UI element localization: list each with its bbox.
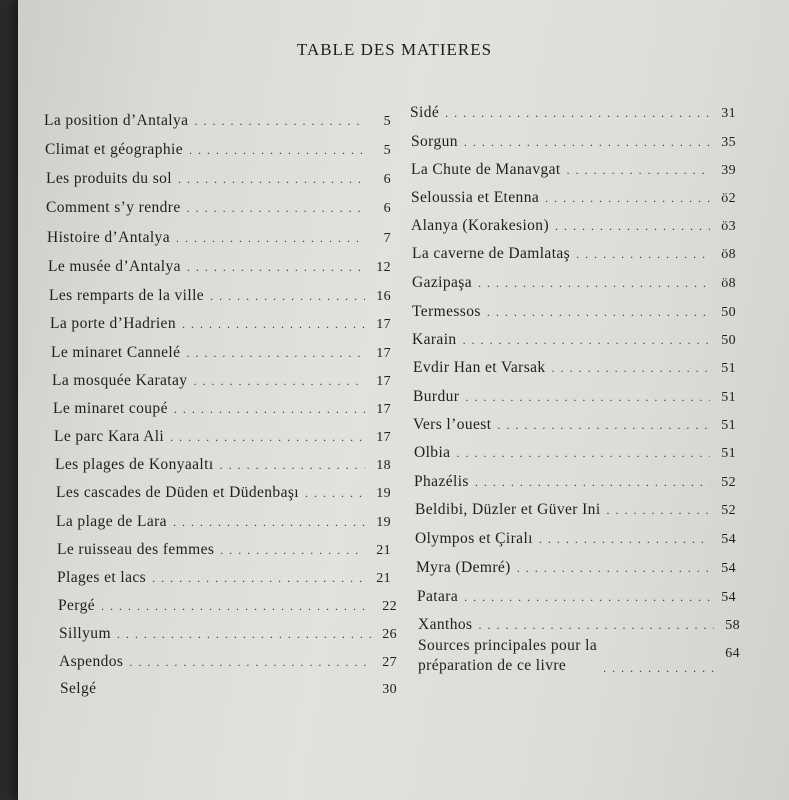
toc-entry-page: 19 <box>376 515 391 530</box>
toc-entry-title: Olbia <box>414 444 451 461</box>
toc-entry <box>411 133 736 151</box>
toc-entry-title: Les plages de Konyaaltı <box>55 456 214 473</box>
toc-entry-page: 64 <box>725 646 740 661</box>
toc-entry-page: 39 <box>721 163 736 178</box>
toc-entry <box>415 501 736 519</box>
toc-entry-page: 31 <box>721 106 736 121</box>
toc-leader-dots <box>129 655 371 670</box>
toc-leader-dots <box>176 231 365 246</box>
toc-entry-title: La plage de Lara <box>56 513 167 530</box>
toc-leader-dots <box>576 247 710 262</box>
toc-entry-page: 5 <box>383 143 391 158</box>
toc-entry <box>410 104 736 122</box>
toc-entry-title: Climat et géographie <box>45 141 183 158</box>
toc-leader-dots <box>186 346 365 361</box>
toc-entry-title: Xanthos <box>418 616 473 633</box>
toc-entry-title-line: préparation de ce livre <box>418 657 567 674</box>
toc-leader-dots <box>497 418 710 433</box>
toc-entry-title: Alanya (Korakesion) <box>411 217 550 234</box>
toc-entry-title: Patara <box>417 588 459 605</box>
toc-entry-title: Les produits du sol <box>46 170 172 187</box>
toc-leader-dots <box>189 143 365 158</box>
toc-entry-page: 21 <box>376 571 391 586</box>
toc-entry-page: 51 <box>721 446 736 461</box>
toc-entry-title: Les cascades de Düden et Düdenbaşı <box>56 484 299 501</box>
toc-entry <box>59 653 397 671</box>
toc-leader-dots <box>465 390 710 405</box>
toc-entry-page: 19 <box>376 486 391 501</box>
toc-entry-page: 16 <box>376 289 391 304</box>
toc-entry-page: 52 <box>721 475 736 490</box>
toc-entry <box>52 372 391 390</box>
toc-entry <box>414 473 736 491</box>
toc-leader-dots <box>220 543 365 558</box>
toc-leader-dots <box>567 163 710 178</box>
toc-entry <box>415 530 736 548</box>
toc-entry-title: Gazipaşa <box>412 274 473 291</box>
toc-entry-title: Comment s’y rendre <box>46 199 181 216</box>
toc-entry-title: Le parc Kara Ali <box>54 428 165 445</box>
toc-entry-title: Histoire d’Antalya <box>47 229 170 246</box>
toc-leader-dots <box>478 618 714 633</box>
toc-leader-dots <box>607 503 710 518</box>
toc-entry-title: Evdir Han et Varsak <box>413 359 546 376</box>
toc-leader-dots <box>555 219 710 234</box>
toc-entry-title: Sorgun <box>411 133 458 150</box>
toc-entry-title: Vers l’ouest <box>413 416 492 433</box>
toc-entry <box>411 189 736 207</box>
toc-entry-title: Phazélis <box>414 473 469 490</box>
toc-entry <box>418 616 740 634</box>
toc-entry-title: Pergé <box>58 597 96 614</box>
toc-entry-title: Sidé <box>410 104 440 121</box>
toc-entry-page: 17 <box>376 317 391 332</box>
toc-entry-title: Seloussia et Etenna <box>411 189 540 206</box>
toc-leader-dots <box>464 590 710 605</box>
toc-entry <box>56 484 391 502</box>
toc-entry-title: Beldibi, Düzler et Güver Ini <box>415 501 601 518</box>
toc-entry-title: Selgé <box>60 680 97 697</box>
toc-leader-dots <box>178 172 365 187</box>
toc-entry-page: 17 <box>376 430 391 445</box>
toc-entry-page: 54 <box>721 532 736 547</box>
toc-entry-title: Le musée d’Antalya <box>48 258 181 275</box>
toc-leader-dots <box>545 191 710 206</box>
toc-entry <box>58 597 397 615</box>
toc-entry-title: Le minaret Cannelé <box>51 344 181 361</box>
toc-entry <box>411 161 736 179</box>
toc-entry <box>414 444 736 462</box>
toc-entry-page: 5 <box>383 114 391 129</box>
toc-leader-dots <box>173 515 365 530</box>
toc-entry-title: Aspendos <box>59 653 124 670</box>
toc-entry <box>50 315 391 333</box>
toc-entry-title: La porte d’Hadrien <box>50 315 176 332</box>
toc-entry-title: Olympos et Çiralı <box>415 530 533 547</box>
toc-entry <box>51 344 391 362</box>
toc-entry <box>57 541 391 559</box>
toc-entry-page: 18 <box>376 458 391 473</box>
toc-entry-page: ö3 <box>721 219 736 234</box>
toc-leader-dots <box>463 333 710 348</box>
toc-leader-dots <box>517 561 710 576</box>
toc-leader-dots <box>305 486 365 501</box>
toc-leader-dots <box>464 135 710 150</box>
toc-leader-dots <box>117 627 371 642</box>
toc-entry-title: Myra (Demré) <box>416 559 511 576</box>
toc-entry-title: Le ruisseau des femmes <box>57 541 215 558</box>
toc-entry <box>54 428 391 446</box>
toc-entry <box>412 245 736 263</box>
toc-entry-page: 51 <box>721 418 736 433</box>
toc-entry-page: 58 <box>725 618 740 633</box>
toc-entry-page: 54 <box>721 561 736 576</box>
toc-entry-page: 17 <box>376 346 391 361</box>
toc-entry-page: 26 <box>382 627 397 642</box>
toc-entry-title-multiline <box>418 636 597 676</box>
toc-entry <box>44 112 391 130</box>
toc-leader-dots <box>101 599 371 614</box>
toc-entry-title: Les remparts de la ville <box>49 287 205 304</box>
toc-entry <box>412 274 736 292</box>
toc-entry-page: 35 <box>721 135 736 150</box>
toc-entry-page: 17 <box>376 402 391 417</box>
toc-entry-page: 21 <box>376 543 391 558</box>
toc-entry-page: 12 <box>376 260 391 275</box>
toc-entry <box>53 400 391 418</box>
toc-leader-dots <box>187 260 365 275</box>
toc-leader-dots <box>445 106 710 121</box>
toc-entry-title: La caverne de Damlataş <box>412 245 571 262</box>
toc-entry-page: ö8 <box>721 276 736 291</box>
toc-leader-dots <box>194 114 365 129</box>
toc-leader-dots <box>170 430 365 445</box>
toc-entry <box>46 170 391 188</box>
toc-entry <box>55 456 391 474</box>
toc-entry-page: 51 <box>721 390 736 405</box>
toc-entry <box>413 359 736 377</box>
toc-entry <box>49 287 391 305</box>
toc-entry-title: La Chute de Manavgat <box>411 161 561 178</box>
toc-entry-page: 30 <box>382 682 397 697</box>
toc-entry <box>56 513 391 531</box>
toc-entry-page: 50 <box>721 333 736 348</box>
toc-entry <box>47 229 391 247</box>
toc-leader-dots <box>220 458 365 473</box>
toc-entry <box>411 217 736 235</box>
toc-entry <box>59 625 397 643</box>
toc-leader-dots <box>152 571 365 586</box>
toc-entry-page: 6 <box>383 201 391 216</box>
toc-entry <box>48 258 391 276</box>
toc-entry <box>57 569 391 587</box>
toc-entry-title: Termessos <box>412 303 481 320</box>
toc-leader-dots <box>552 361 710 376</box>
toc-entry <box>412 331 736 349</box>
toc-entry-page: 51 <box>721 361 736 376</box>
toc-entry-page: 54 <box>721 590 736 605</box>
toc-entry-page: ö8 <box>721 247 736 262</box>
toc-leader-dots <box>456 446 710 461</box>
toc-entry-title: Karain <box>412 331 457 348</box>
toc-entry <box>413 388 736 406</box>
toc-leader-dots <box>210 289 365 304</box>
toc-entry-page: 50 <box>721 305 736 320</box>
toc-leader-dots <box>478 276 710 291</box>
toc-entry <box>45 141 391 159</box>
toc-entry-page: 7 <box>383 231 391 246</box>
toc-entry-title: Burdur <box>413 388 460 405</box>
toc-leader-dots <box>193 374 365 389</box>
toc-leader-dots <box>187 201 365 216</box>
toc-entry <box>412 303 736 321</box>
toc-leader-dots <box>475 475 710 490</box>
toc-entry-page: 22 <box>382 599 397 614</box>
toc-entry-page: 52 <box>721 503 736 518</box>
toc-leader-dots <box>487 305 710 320</box>
toc-entry-page: 27 <box>382 655 397 670</box>
toc-entry <box>416 559 736 577</box>
toc-leader-dots <box>174 402 365 417</box>
toc-entry <box>413 416 736 434</box>
toc-entry-page: ö2 <box>721 191 736 206</box>
toc-leader-dots <box>539 532 710 547</box>
toc-entry-title: Sillyum <box>59 625 111 642</box>
toc-entry-page: 6 <box>383 172 391 187</box>
toc-leader-dots <box>182 317 365 332</box>
page-title: TABLE DES MATIERES <box>296 40 493 59</box>
toc-entry-title: Le minaret coupé <box>53 400 168 417</box>
toc-entry-page: 17 <box>376 374 391 389</box>
toc-entry <box>417 588 736 606</box>
toc-entry <box>418 636 740 676</box>
toc-entry-title: Plages et lacs <box>57 569 147 586</box>
toc-entry <box>60 680 397 698</box>
toc-entry-title: La position d’Antalya <box>44 112 189 129</box>
toc-entry-title: La mosquée Karatay <box>52 372 188 389</box>
toc-entry-title-line: Sources principales pour la <box>418 637 598 654</box>
toc-leader-dots <box>603 661 714 676</box>
toc-entry <box>46 199 391 217</box>
